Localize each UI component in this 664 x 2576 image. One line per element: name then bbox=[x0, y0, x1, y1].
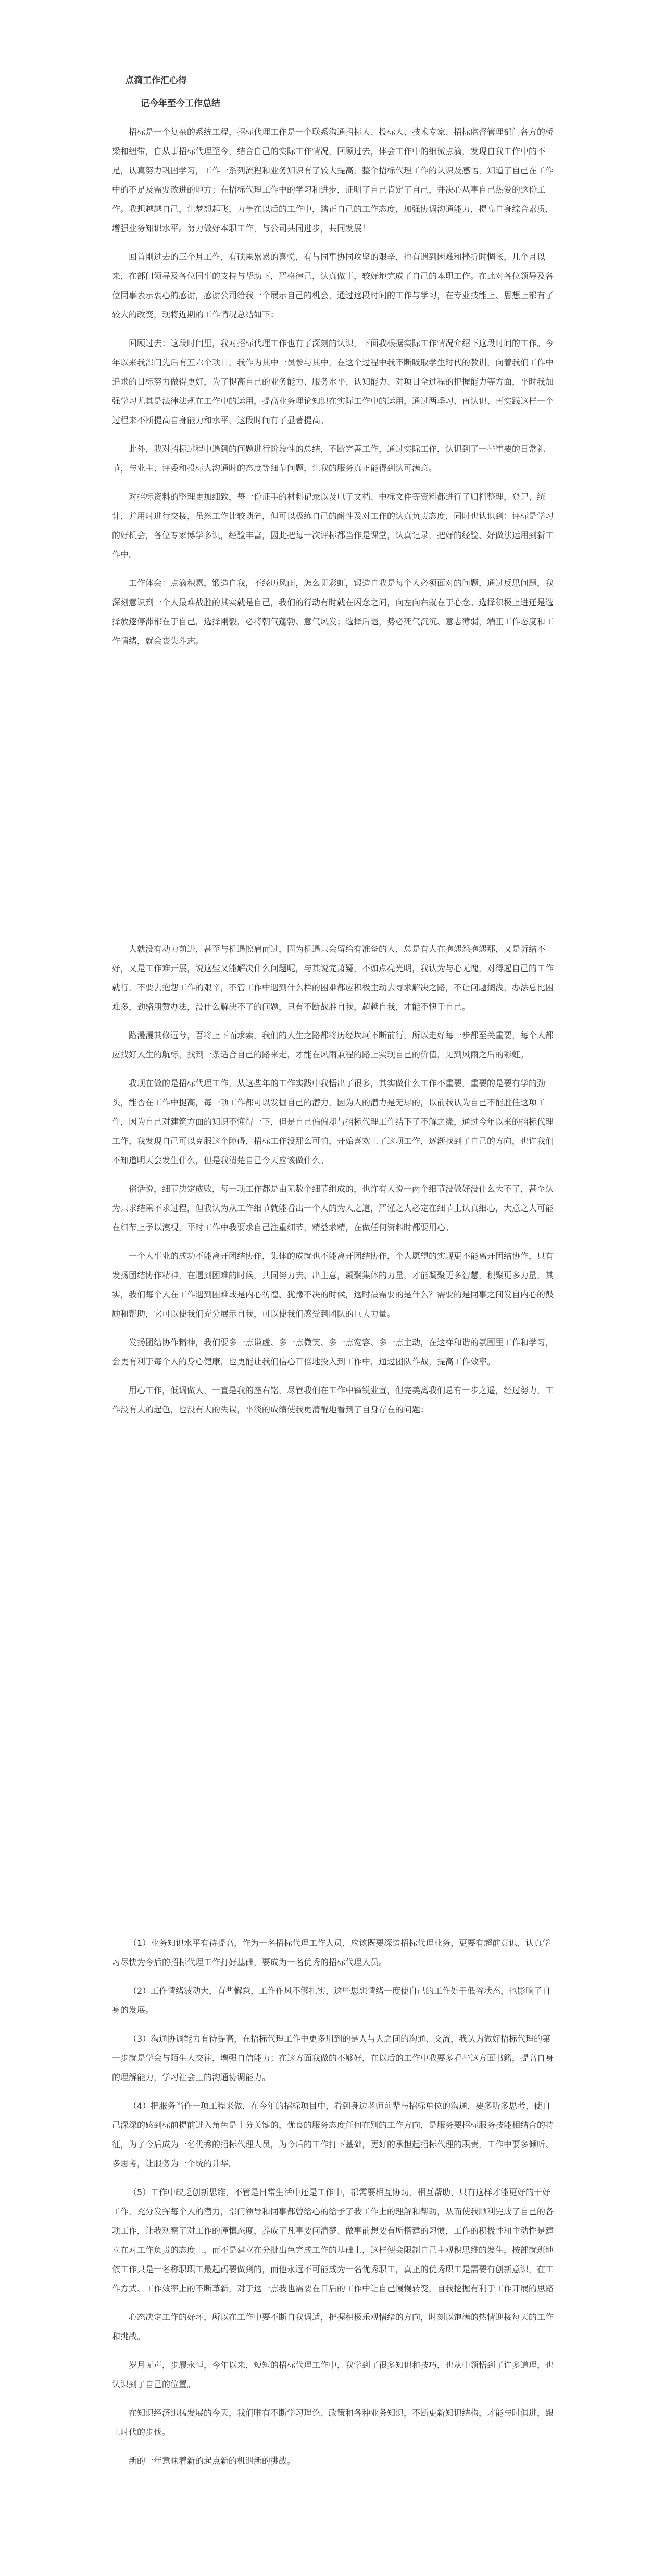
paragraph: 在知识经济迅猛发展的今天，我们唯有不断学习理论、政策和各种业务知识，不断更新知识结构，才能与时俱进，跟上时代的步伐。 bbox=[112, 2408, 554, 2437]
paragraph: 俗话说，细节决定成败，每一项工作都是由无数个细节组成的，也许有人说一两个细节没做好没什么大不了，甚至认为只求结果不求过程，但我认为从工作细节就能看出一个人的为人之道，严谨之人必定在细节上认真细心，大意之人可能在细节上予以漠视，平时工作中我要求自己注重细节，精益求精，在做任何资料时都要用心。 bbox=[112, 1184, 554, 1232]
paragraph: 用心工作，低调做人，一直是我的座右铭，尽管我们在工作中锋锐业宣，但完美离我们总有一步之遥，经过努力，工作没有大的起色，也没有大的失误，平淡的成绩使我更清醒地看到了自身存在的问题： bbox=[112, 1385, 554, 1414]
paragraph: （3）沟通协调能力有待提高，在招标代理工作中更多用到的是人与人之间的沟通、交流，我认为做好招标代理的第一步就是学会与陌生人交往，增强自信能力；在这方面我做的不够好，在以后的工作中我要多看些这方面书籍，提高自身的理解能力，学习社会上的沟通协调能力。 bbox=[112, 2034, 554, 2082]
document-title: 点滴工作汇心得 bbox=[125, 75, 187, 86]
paragraph: （4）把服务当作一项工程来做，在今年的招标项目中，看到身边老师前辈与招标单位的沟通，要多听多思考，使自己深深的感到标前提前进入角色是十分关键的，优良的服务态度任何在别的工作方向，是服务要招标服务技能相结合的特征，为了今后成为一名优秀的招标代理人员，为今后的工作打下基础，更好的承担起招标代理的职责，工作中要多倾听、多思考，让服务为一个统的升华。 bbox=[112, 2101, 554, 2169]
document-subtitle: 记今年至今工作总结 bbox=[141, 98, 220, 109]
paragraph: 回顾过去：这段时间里，我对招标代理工作也有了深刻的认识，下面我根据实际工作情况介绍下这段时间的工作。今年以来我部门先后有五六个项目，我作为其中一员参与其中，在这个过程中我不断吸取学生时代的教训，向着我们工作中追求的目标努力做得更好，为了提高自己的业务能力、服务水平、认知能力、对项目全过程的把握能力等方面，平时我加强学习尤其是法律法规在工作中的运用，提高业务理论知识在实际工作中的运用，通过两季习、再认识、再实践这样一个过程来不断提高自身能力和水平，这段时间有了显著提高。 bbox=[112, 338, 554, 425]
paragraph: 对招标资料的整理更加细致，每一份证手的材料记录以及电子文档、中标文件等资料都进行了归档整理，登记、统计，并用时进行交接，虽然工作比较琐碎，但可以极练自己的耐性及对工作的认真负责态度，同时也认识到：评标是学习的好机会，各位专家博学多识，经验丰富，因此把每一次评标都当作是课堂，认真记录，把好的经验、好做法运用到新工作中。 bbox=[112, 492, 554, 559]
text-section-3 bbox=[112, 1933, 557, 2480]
text-section-2 bbox=[112, 939, 557, 1429]
paragraph: 一个人事业的成功不能离开团结协作，集体的成就也不能离开团结协作，个人愿望的实现更不能离开团结协作，只有发扬团结协作精神，在遇到困难的时候，共同努力去、出主意，凝聚集体的力量，才能凝聚更多智慧，积聚更多力量，其实，我们每个人在工作遇到困难或是内心彷徨、犹豫不决的时候，这时最需要的是什么？需要的是同事之间发自内心的鼓励和帮助，它可以使我们充分展示自我，可以使我们感受到团队的巨大力量。 bbox=[112, 1251, 554, 1319]
paragraph: 回首刚过去的三个月工作，有硕果累累的喜悦，有与同事协同攻坚的艰辛，也有遇到困难和挫折时惆怅，几个月以来，在部门领导及各位同事的支持与帮助下，严格律己，认真做事，较好地完成了自己的本职工作。在此对各位领导及各位同事表示衷心的感谢，感谢公司给我一个展示自己的机会，通过这段时间的工作与学习，在专业技能上、思想上都有了较大的改变，现将近期的工作情况总结如下： bbox=[112, 252, 554, 320]
text-section-1 bbox=[112, 122, 557, 660]
paragraph: （5）工作中缺乏创新思维，不管是日常生活中还是工作中，都需要相互协助，相互帮助，只有这样才能更好的干好工作，充分发挥每个人的潜力，部门领导和同事都曾给心的给予了我工作上的理解和帮助，从而使我顺利完成了自己的各项工作，让我观察了对工作的谨慎态度，养成了凡事要问清楚、做事前想要有所搭建的习惯，工作的积极性和主动性是建立在对工作负责的态度上，而不是建立在分批出色完成工作的基础上，这样便会限制自己主观积思维的发生，按部就班地依工作只是一名称职职工最起码要做到的，而他永远不可能成为一名优秀职工，真正的优秀职工是需要有创新意识，在工作方式、工作效率上的不断革新，对于这一点我也需要在日后的工作中让自己慢慢转变，自我挖掘有利于工作开展的思路 bbox=[112, 2187, 554, 2293]
paragraph: （1）业务知识水平有待提高，作为一名招标代理工作人员，应该既要深谙招标代理业务，更要有超前意识，认真学习尽快为今后的招标代理工作打好基础，要成为一名优秀的招标代理人员。 bbox=[112, 1938, 551, 1967]
paragraph: 工作体会：点滴积累，锻造自我，不经历风雨，怎么见彩虹，锻造自我是每个人必须面对的问题，通过反思问题，我深刻意识到一个人最难战胜的其实就是自己，我们的行动有时就在闪念之间，向左向右就在于心念。选择积极上进还是选择放逐停滞都在于自己，选择刚毅，必将朝气蓬勃、意气风发；选择后退，势必死气沉沉、意志薄弱，端正工作态度和工作情绪，就会丧失斗志。 bbox=[112, 578, 554, 646]
paragraph: 招标是一个复杂的系统工程，招标代理工作是一个联系沟通招标人、投标人、技术专家、招标监督管理部门各方的桥梁和纽带，自从事招标代理至今，结合自己的实际工作情况，回顾过去，体会工作中的细微点滴，发现自我工作中的不足，认真努力巩固学习，工作一系列流程和业务知识有了较大提高，整个招标代理工作的认识及感悟，知道了自己在工作中的不足及需要改进的地方；在招标代理工作中的学习和进步，证明了自己肯定了自己，并决心从事自己热爱的这份工作。我想越越自己，让梦想起飞，力争在以后的工作中，踏正自己的工作态度，加强协调沟通能力，提高自身综合素质，增强业务知识水平。努力做好本职工作，与公司共同进步，共同发展！ bbox=[112, 127, 554, 233]
paragraph: （2）工作情绪波动大，有些懈怠，工作作风不够扎实，这些思想情绪一度使自己的工作处于低谷状态，也影响了自身的发展。 bbox=[112, 1986, 551, 2015]
paragraph: 岁月无声，步履永恒，今年以来，短短的招标代理工作中，我学到了很多知识和技巧，也从中领悟到了许多道理，也认识到了自己的位置。 bbox=[112, 2360, 554, 2389]
paragraph: 发扬团结协作精神，我们要多一点谦虚、多一点微笑、多一点宽容、多一点主动，在这样和谐的氛围里工作和学习，会更有利于每个人的身心健康，也更能让我们信心百倍地投入到工作中，通过团队作战，提高工作效率。 bbox=[112, 1337, 554, 1367]
paragraph: 人就没有动力前进，甚至与机遇擦肩而过，因为机遇只会留给有准备的人，总是有人在抱怨怨抱怨那，又是诉结不好，又是工作难开展，说这些又能解决什么问题呢，与其说完萧疑，不如点亮光明，我认为与心无愧，对得起自己的工作就行，不要去抱怨工作的艰辛，不管工作中遇到什么样的困难都应积极主动去寻求解决之路，不让问题搁浅，办法总比困难多，劲骆朋赞办法，没什么解决不了的问题，只有不断战胜自我，超越自我，才能不愧于自己。 bbox=[112, 944, 554, 1012]
paragraph: 新的一年意味着新的起点新的机遇新的挑战。 bbox=[129, 2456, 296, 2466]
paragraph: 心态决定工作的好坏，所以在工作中要不断自我调适，把握积极乐观情绪的方向，时刻以饱满的热情迎接每天的工作和挑战。 bbox=[112, 2312, 554, 2341]
paragraph: 此外，我对招标过程中遇到的问题进行阶段性的总结，不断完善工作，通过实际工作，认识到了一些重要的日常礼节，与业主、评委和投标人沟通时的态度等细节问题，让我的服务真正能得到认可满意。 bbox=[112, 444, 546, 473]
paragraph: 路漫漫其修远兮，吾将上下而求索，我们的人生之路都将历经坎坷不断前行，所以走好每一步都至关重要，每个人都应找好人生的航标，找到一条适合自己的路来走，才能在风雨兼程的路上实现自己的价值，见到风雨之后的彩虹。 bbox=[112, 1030, 554, 1060]
paragraph: 我现在做的是招标代理工作，从这些年的工作实践中我悟出了很多，其实做什么工作不重要，重要的是要有学的劲头，能否在工作中提高，每一项工作都可以发掘自己的潜力，因为人的潜力是无尽的，以前我认为自己不能胜任这项工作，因为自己对建筑方面的知识不懂得一下，但是自己偏偏却与招标代理工作结下了不解之缘，通过今年以来的招标代理工作，我发现自己可以克服这个障碍，招标工作没那么可怕，开始喜欢上了这项工作，逐渐找到了自己的方向，也许我们不知道明天会发生什么，但是我清楚自己今天应该做什么。 bbox=[112, 1078, 554, 1165]
